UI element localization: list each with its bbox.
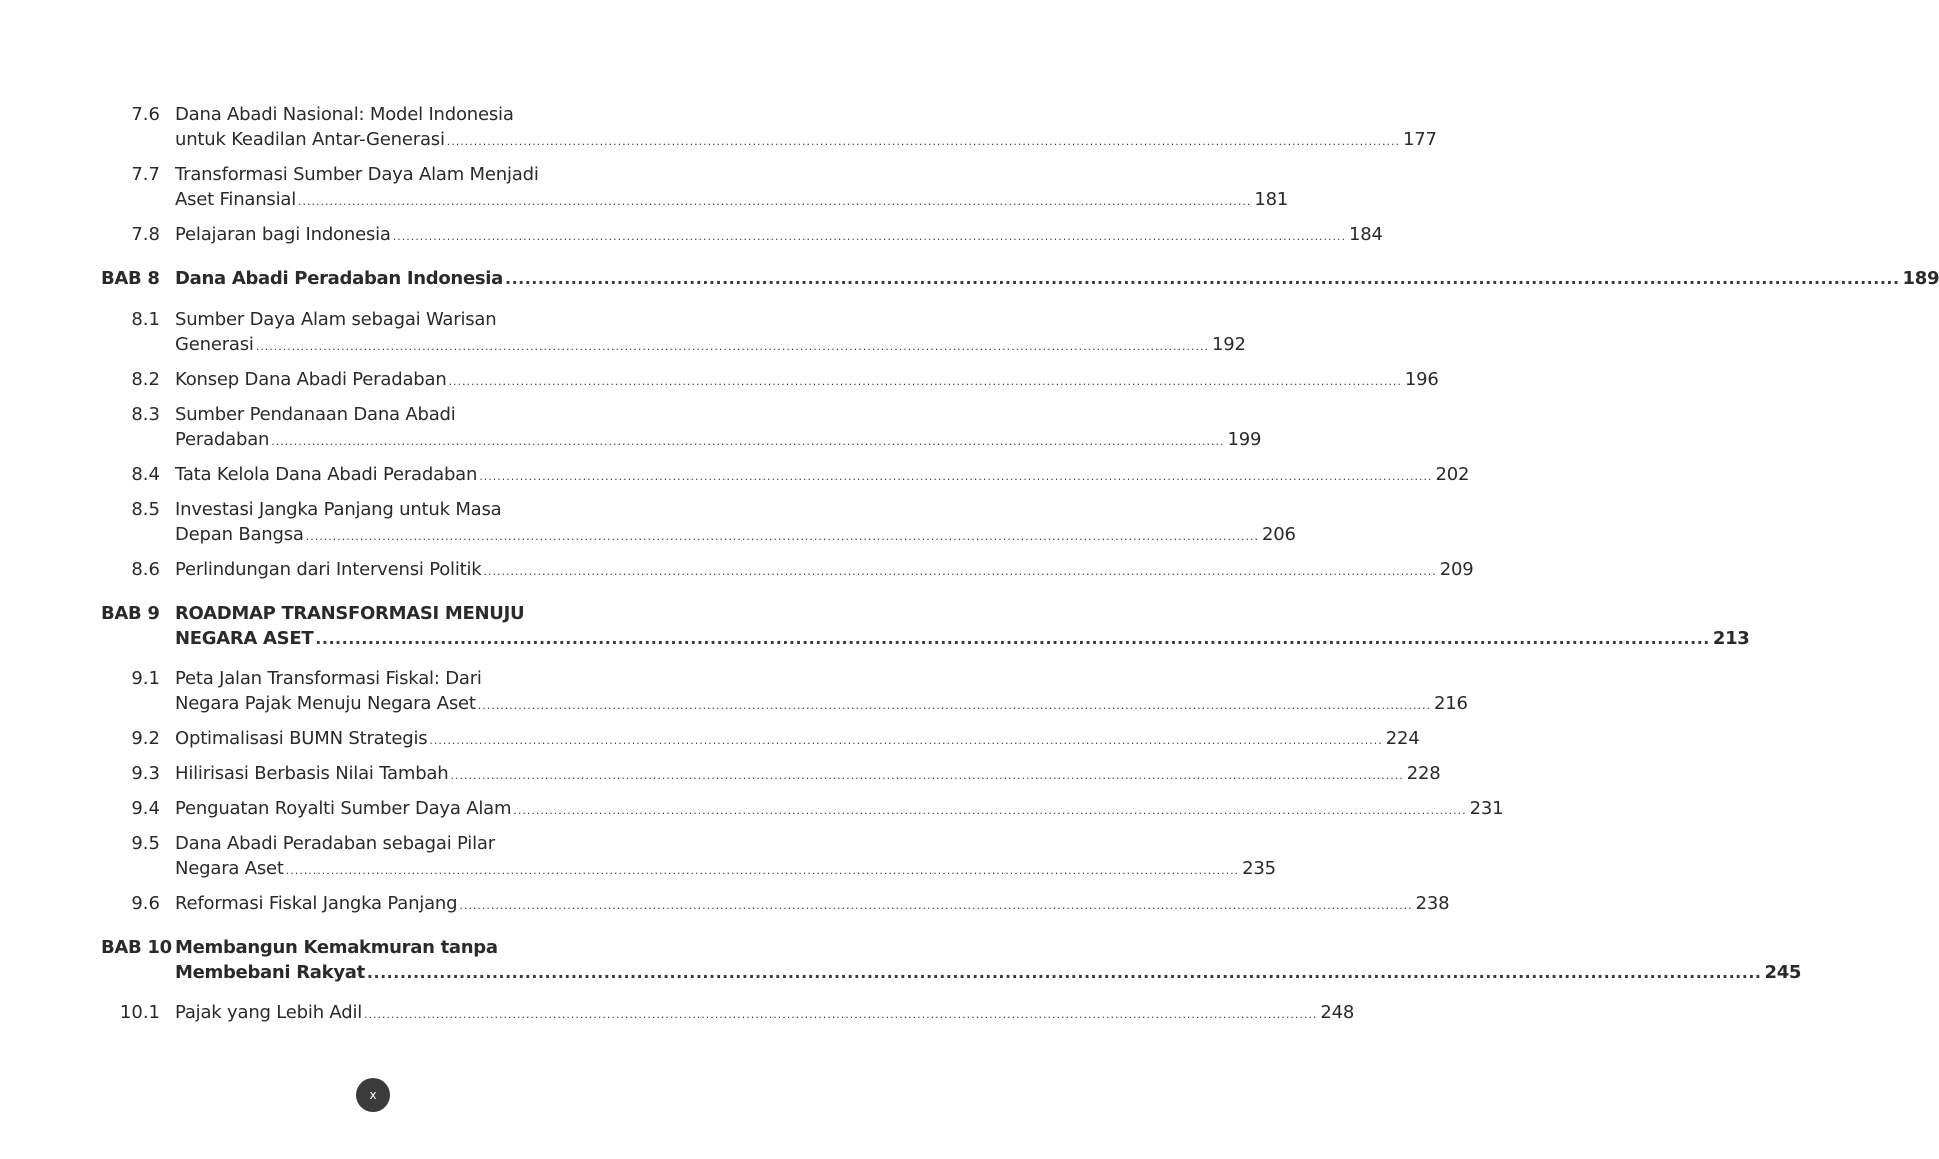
dot-leader: .................................................................................................................................................................................................................... bbox=[459, 899, 1413, 912]
toc-entry-page: 199 bbox=[1227, 429, 1262, 450]
toc-entry-number: 9.4 bbox=[131, 798, 160, 819]
toc-entry-title: Tata Kelola Dana Abadi Peradaban bbox=[175, 464, 478, 485]
toc-entry-page: 192 bbox=[1212, 334, 1246, 355]
toc-entry-page: 248 bbox=[1320, 1002, 1355, 1023]
toc-entry-page: 202 bbox=[1435, 464, 1470, 485]
toc-entry-title-cont: Generasi bbox=[175, 334, 254, 355]
dot-leader: .................................................................................................................................................................................................................... bbox=[450, 769, 1404, 782]
toc-entry-page: 228 bbox=[1406, 763, 1441, 784]
dot-leader: .................................................................................................................................................................................................................... bbox=[429, 734, 1383, 747]
toc-entry-number: 9.2 bbox=[131, 728, 160, 749]
toc-chapter-number: BAB 10 bbox=[101, 937, 172, 958]
toc-entry-number: 8.2 bbox=[131, 369, 160, 390]
toc-entry-page: 177 bbox=[1403, 129, 1437, 150]
toc-entry-title: Pelajaran bagi Indonesia bbox=[175, 224, 391, 245]
dot-leader: .................................................................................................................................................................................................................... bbox=[446, 135, 1401, 148]
toc-entry-title: Optimalisasi BUMN Strategis bbox=[175, 728, 428, 749]
toc-entry-page: 206 bbox=[1262, 524, 1296, 545]
dot-leader: .................................................................................................................................................................................................................... bbox=[477, 699, 1432, 712]
toc-entry-page: 235 bbox=[1242, 858, 1276, 879]
toc-entry-title: Dana Abadi Nasional: Model Indonesia bbox=[175, 104, 514, 125]
dot-leader: .................................................................................................................................................................................................................... bbox=[305, 530, 1260, 543]
dot-leader: .................................................................................................................................................................................................................... bbox=[504, 269, 1900, 288]
toc-entry-number: 7.6 bbox=[131, 104, 160, 125]
dot-leader: .................................................................................................................................................................................................................... bbox=[285, 864, 1240, 877]
toc-entry-number: 8.1 bbox=[131, 309, 160, 330]
dot-leader: .................................................................................................................................................................................................................... bbox=[513, 804, 1467, 817]
toc-entry-number: 9.6 bbox=[131, 893, 160, 914]
toc-chapter-number: BAB 8 bbox=[101, 268, 160, 289]
toc-entry-title-cont: Depan Bangsa bbox=[175, 524, 304, 545]
dot-leader: .................................................................................................................................................................................................................... bbox=[392, 230, 1347, 243]
dot-leader: .................................................................................................................................................................................................................... bbox=[315, 629, 1710, 648]
toc-entry-title-cont: Negara Pajak Menuju Negara Aset bbox=[175, 693, 476, 714]
toc-entry-title: Pajak yang Lebih Adil bbox=[175, 1002, 363, 1023]
toc-entry-number: 10.1 bbox=[119, 1002, 160, 1023]
dot-leader: .................................................................................................................................................................................................................... bbox=[271, 435, 1225, 448]
toc-entry-number: 8.6 bbox=[131, 559, 160, 580]
toc-entry-title: Investasi Jangka Panjang untuk Masa bbox=[175, 499, 502, 520]
dot-leader: .................................................................................................................................................................................................................... bbox=[479, 470, 1433, 483]
toc-entry-title: Transformasi Sumber Daya Alam Menjadi bbox=[175, 164, 539, 185]
toc-entry-title: Dana Abadi Peradaban sebagai Pilar bbox=[175, 833, 495, 854]
dot-leader: .................................................................................................................................................................................................................... bbox=[298, 195, 1252, 208]
toc-chapter-page: 189 bbox=[1902, 268, 1939, 289]
toc-chapter-title-cont: Membebani Rakyat bbox=[175, 962, 365, 983]
toc-entry-number: 9.1 bbox=[131, 668, 160, 689]
toc-entry-page: 196 bbox=[1404, 369, 1439, 390]
toc-entry-title: Peta Jalan Transformasi Fiskal: Dari bbox=[175, 668, 482, 689]
toc-entry-number: 8.3 bbox=[131, 404, 160, 425]
toc-chapter-title-cont: NEGARA ASET bbox=[175, 628, 314, 649]
toc-entry-number: 7.8 bbox=[131, 224, 160, 245]
toc-entry-number: 8.5 bbox=[131, 499, 160, 520]
dot-leader: .................................................................................................................................................................................................................... bbox=[366, 963, 1762, 982]
toc-entry-page: 216 bbox=[1434, 693, 1468, 714]
toc-chapter-page: 245 bbox=[1764, 962, 1802, 983]
toc-entry-page: 184 bbox=[1349, 224, 1383, 245]
toc-chapter-number: BAB 9 bbox=[101, 603, 160, 624]
toc-entry-title-cont: Aset Finansial bbox=[175, 189, 297, 210]
toc-entry-title-cont: Peradaban bbox=[175, 429, 270, 450]
toc-entry-title: Sumber Pendanaan Dana Abadi bbox=[175, 404, 456, 425]
toc-chapter-title: Dana Abadi Peradaban Indonesia bbox=[175, 268, 503, 289]
toc-entry-title: Reformasi Fiskal Jangka Panjang bbox=[175, 893, 458, 914]
toc-entry-title: Perlindungan dari Intervensi Politik bbox=[175, 559, 482, 580]
toc-entry-page: 181 bbox=[1254, 189, 1289, 210]
toc-entry-title-cont: untuk Keadilan Antar-Generasi bbox=[175, 129, 445, 150]
toc-entry-page: 231 bbox=[1469, 798, 1504, 819]
toc-entry-title: Konsep Dana Abadi Peradaban bbox=[175, 369, 447, 390]
dot-leader: .................................................................................................................................................................................................................... bbox=[255, 340, 1209, 353]
toc-entry-number: 7.7 bbox=[131, 164, 160, 185]
toc-entry-number: 9.3 bbox=[131, 763, 160, 784]
toc-chapter-title: Membangun Kemakmuran tanpa bbox=[175, 937, 498, 958]
toc-chapter-page: 213 bbox=[1712, 628, 1750, 649]
toc-entry-page: 238 bbox=[1415, 893, 1450, 914]
toc-entry-number: 9.5 bbox=[131, 833, 160, 854]
toc-entry-title-cont: Negara Aset bbox=[175, 858, 284, 879]
toc-entry-number: 8.4 bbox=[131, 464, 160, 485]
dot-leader: .................................................................................................................................................................................................................... bbox=[364, 1008, 1318, 1021]
toc-entry-page: 224 bbox=[1385, 728, 1420, 749]
dot-leader: .................................................................................................................................................................................................................... bbox=[448, 375, 1402, 388]
toc-entry-title: Penguatan Royalti Sumber Daya Alam bbox=[175, 798, 512, 819]
toc-entry-title: Sumber Daya Alam sebagai Warisan bbox=[175, 309, 497, 330]
toc-chapter-title: ROADMAP TRANSFORMASI MENUJU bbox=[175, 603, 525, 624]
dot-leader: .................................................................................................................................................................................................................... bbox=[483, 565, 1437, 578]
page-number-badge: x bbox=[356, 1078, 390, 1112]
toc-entry-page: 209 bbox=[1439, 559, 1474, 580]
toc-entry-title: Hilirisasi Berbasis Nilai Tambah bbox=[175, 763, 449, 784]
